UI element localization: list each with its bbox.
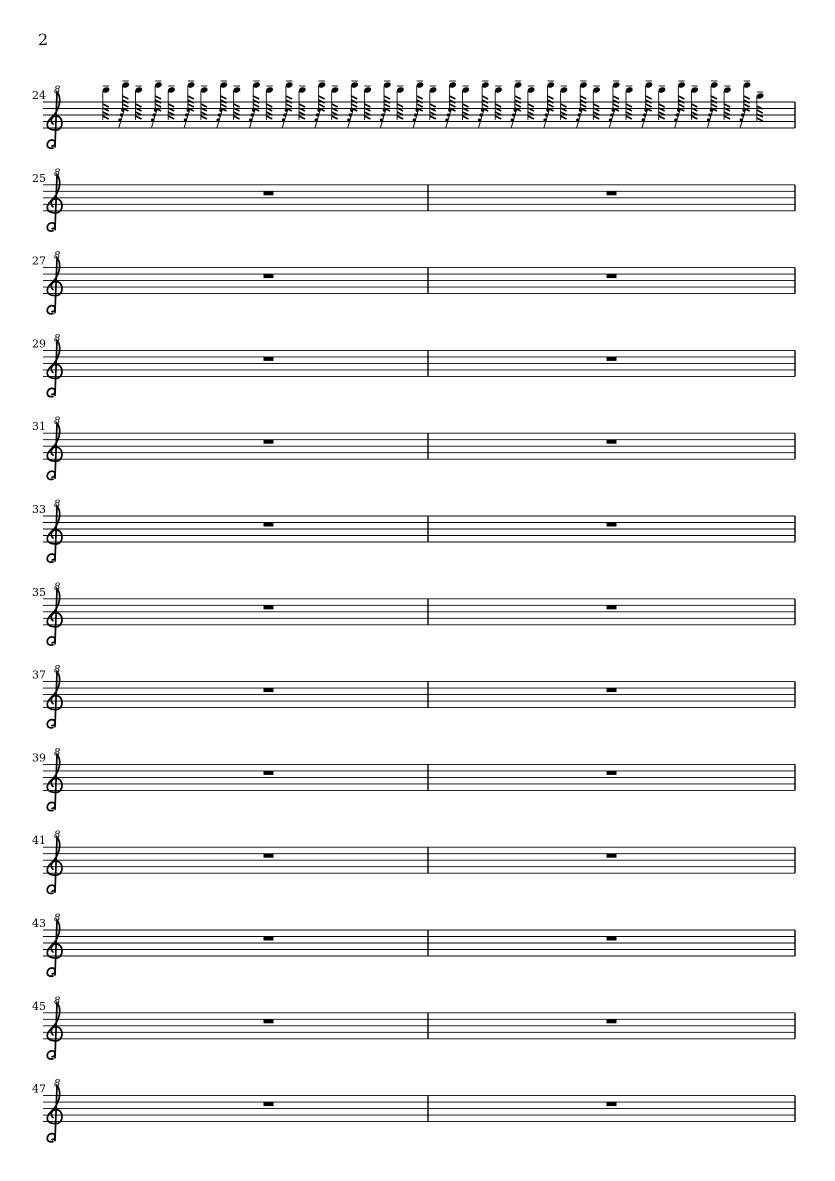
thirty-second-rest [543,108,549,128]
staff-system [32,333,795,396]
note [514,81,523,112]
note-flag [678,104,684,107]
note-flag [397,116,403,119]
note-flag [580,104,586,107]
measure-number: 41 [32,834,46,848]
staff-system [32,665,795,728]
clef-path [47,92,62,148]
note-flag [364,116,370,119]
ottava-mark: 8 [54,250,61,262]
whole-rest [264,1019,274,1023]
note-flag [449,100,455,103]
note-flag [188,100,194,103]
note-flag [319,100,325,103]
note-flag [417,96,423,99]
whole-rest [607,440,617,444]
note-flag [286,100,292,103]
note-flag [253,104,259,107]
note-flag [724,116,730,119]
treble-8va-clef [47,1079,62,1142]
note-flag [463,116,469,119]
staff-system [32,499,795,562]
note-flag [155,104,161,107]
note-flag [253,96,259,99]
ottava-mark: 8 [54,167,61,179]
note-flag [757,110,763,113]
note-flag [711,96,717,99]
thirty-second-rest [445,108,451,128]
note-flag [332,116,338,119]
measure-number: 47 [32,1082,46,1096]
note [318,81,327,112]
clef-path [47,506,62,562]
note-flag [757,114,763,117]
thirty-second-rest [249,108,255,128]
thirty-second-rest [478,108,484,128]
note [383,81,392,112]
note-flag [678,100,684,103]
note-flag [482,96,488,99]
note-flag [613,96,619,99]
note-flag [561,116,567,119]
clef-path [47,920,62,976]
note-flag [482,104,488,107]
whole-rest [607,937,617,941]
note-flag [168,116,174,119]
note-flag [253,100,259,103]
note-flag [626,116,632,119]
note [546,81,555,112]
note-flag [417,100,423,103]
note-flag [495,116,501,119]
note [350,81,359,112]
note-flag [122,100,128,103]
clef-path [47,423,62,479]
note-flag [286,96,292,99]
measure-number: 33 [32,503,46,516]
note-flag [168,104,174,107]
note [219,81,228,112]
whole-rest [607,191,617,195]
treble-8va-clef [47,996,62,1059]
note-flag [234,116,240,119]
note-flag [580,96,586,99]
note-flag [757,118,763,121]
whole-rest [607,357,617,361]
note-flag [319,96,325,99]
whole-rest [264,523,274,527]
note-flag [528,104,534,107]
measure-number: 45 [32,999,46,1013]
note-flag [593,104,599,107]
note-flag [482,100,488,103]
ottava-mark: 8 [54,995,61,1007]
note-flag [548,100,554,103]
note-flag [122,96,128,99]
ottava-mark: 8 [54,830,61,842]
note-flag [744,100,750,103]
note-flag [364,104,370,107]
whole-rest [264,937,274,941]
note-flag [201,104,207,107]
treble-8va-clef [47,251,62,314]
staff-system [32,830,795,893]
note-flag [155,96,161,99]
thirty-second-rest [413,108,419,128]
treble-8va-clef [47,168,62,231]
note-flag [613,104,619,107]
note-flag [136,104,142,107]
note-flag [744,104,750,107]
staff-system [32,747,795,810]
treble-8va-clef [47,913,62,976]
note-flag [266,104,272,107]
measure-number: 27 [32,254,46,268]
whole-rest [607,688,617,692]
whole-rest [607,605,617,609]
ottava-mark: 8 [54,581,61,593]
measure-number: 31 [32,420,46,434]
whole-rest [607,854,617,858]
note-flag [626,104,632,107]
note-flag [351,104,357,107]
treble-8va-clef [47,747,62,810]
note-flag [515,104,521,107]
whole-rest [607,274,617,278]
note [285,81,294,112]
ottava-mark: 8 [54,664,61,676]
staff-system [32,913,795,976]
thirty-second-rest [707,108,713,128]
note-flag [299,116,305,119]
clef-path [47,754,62,810]
note-flag [221,100,227,103]
treble-8va-clef [47,333,62,396]
note-flag [299,104,305,107]
measure-number: 24 [32,89,46,102]
note-flag [266,116,272,119]
staff-system [32,582,795,645]
staff-system [32,81,795,148]
note-flag [188,96,194,99]
ottava-mark: 8 [54,747,61,759]
note-flag [351,96,357,99]
thirty-second-rest [151,108,157,128]
ottava-mark: 8 [54,85,61,96]
note [645,81,654,112]
whole-rest [264,440,274,444]
staff-system [32,168,795,231]
note-flag [103,116,109,119]
note-flag [417,104,423,107]
note [612,81,621,112]
note [448,81,457,112]
note-flag [646,104,652,107]
note-flag [744,96,750,99]
note-flag [332,104,338,107]
thirty-second-rest [380,108,386,128]
clef-path [47,340,62,396]
note-flag [430,104,436,107]
thirty-second-rest [282,108,288,128]
note-flag [548,96,554,99]
measure-number: 35 [32,585,46,599]
whole-rest [607,1019,617,1023]
note [481,81,490,112]
note-flag [449,96,455,99]
clef-path [47,258,62,314]
note-flag [103,104,109,107]
note [154,81,163,112]
whole-rest [264,357,274,361]
note-flag [122,104,128,107]
ottava-mark: 8 [54,333,61,345]
note [710,81,719,112]
treble-8va-clef [47,665,62,728]
note-flag [201,116,207,119]
note-flag [515,96,521,99]
staff-system [32,251,795,314]
note-flag [234,104,240,107]
whole-rest [607,771,617,775]
clef-path [47,672,62,728]
thirty-second-rest [511,108,517,128]
note-flag [155,100,161,103]
page-number: 2 [38,30,49,49]
whole-rest [264,1102,274,1106]
note-flag [691,104,697,107]
clef-path [47,837,62,893]
whole-rest [264,191,274,195]
note-flag [678,96,684,99]
clef-path [47,1003,62,1059]
whole-rest [264,274,274,278]
thirty-second-rest [315,108,321,128]
thirty-second-rest [674,108,680,128]
whole-rest [264,605,274,609]
note-flag [384,100,390,103]
note-flag [397,104,403,107]
note-flag [384,96,390,99]
thirty-second-rest [642,108,648,128]
note [743,81,752,112]
note-flag [515,100,521,103]
thirty-second-rest [347,108,353,128]
note [677,81,686,112]
note-flag [613,100,619,103]
ottava-mark: 8 [54,1078,61,1090]
note-flag [351,100,357,103]
note-flag [561,104,567,107]
treble-8va-clef [47,85,62,148]
measure-number: 37 [32,668,46,682]
clef-path [47,1086,62,1142]
note-flag [528,116,534,119]
thirty-second-rest [184,108,190,128]
note-flag [136,116,142,119]
measure-number: 25 [32,171,46,185]
ottava-mark: 8 [54,913,61,924]
measure-number: 39 [32,751,46,765]
staff-system [32,996,795,1059]
note-flag [463,104,469,107]
note-flag [449,104,455,107]
thirty-second-rest [609,108,615,128]
whole-rest [264,771,274,775]
thirty-second-rest [118,108,124,128]
treble-8va-clef [47,416,62,479]
ottava-mark: 8 [54,416,61,428]
note-flag [711,100,717,103]
note-flag [495,104,501,107]
measure-number: 29 [32,337,46,351]
note-flag [580,100,586,103]
note-flag [646,96,652,99]
measure-number: 43 [32,917,46,930]
whole-rest [607,523,617,527]
note-flag [659,116,665,119]
treble-8va-clef [47,582,62,645]
note-flag [188,104,194,107]
treble-8va-clef [47,499,62,562]
thirty-second-rest [576,108,582,128]
note [416,81,425,112]
note [187,81,196,112]
staff-system [32,1079,795,1142]
note-flag [691,116,697,119]
note-flag [548,104,554,107]
note-flag [221,104,227,107]
ottava-mark: 8 [54,499,61,510]
clef-path [47,589,62,645]
note-flag [286,104,292,107]
note [579,81,588,112]
thirty-second-rest [740,108,746,128]
note-flag [593,116,599,119]
whole-rest [264,854,274,858]
note [252,81,261,112]
thirty-second-rest [216,108,222,128]
note-flag [646,100,652,103]
note-flag [724,104,730,107]
note-flag [711,104,717,107]
note-flag [221,96,227,99]
whole-rest [607,1102,617,1106]
note [756,92,765,122]
note [121,81,130,112]
staff-system [32,416,795,479]
note-flag [384,104,390,107]
clef-path [47,175,62,231]
note-flag [430,116,436,119]
note-flag [659,104,665,107]
whole-rest [264,688,274,692]
note-flag [319,104,325,107]
treble-8va-clef [47,830,62,893]
